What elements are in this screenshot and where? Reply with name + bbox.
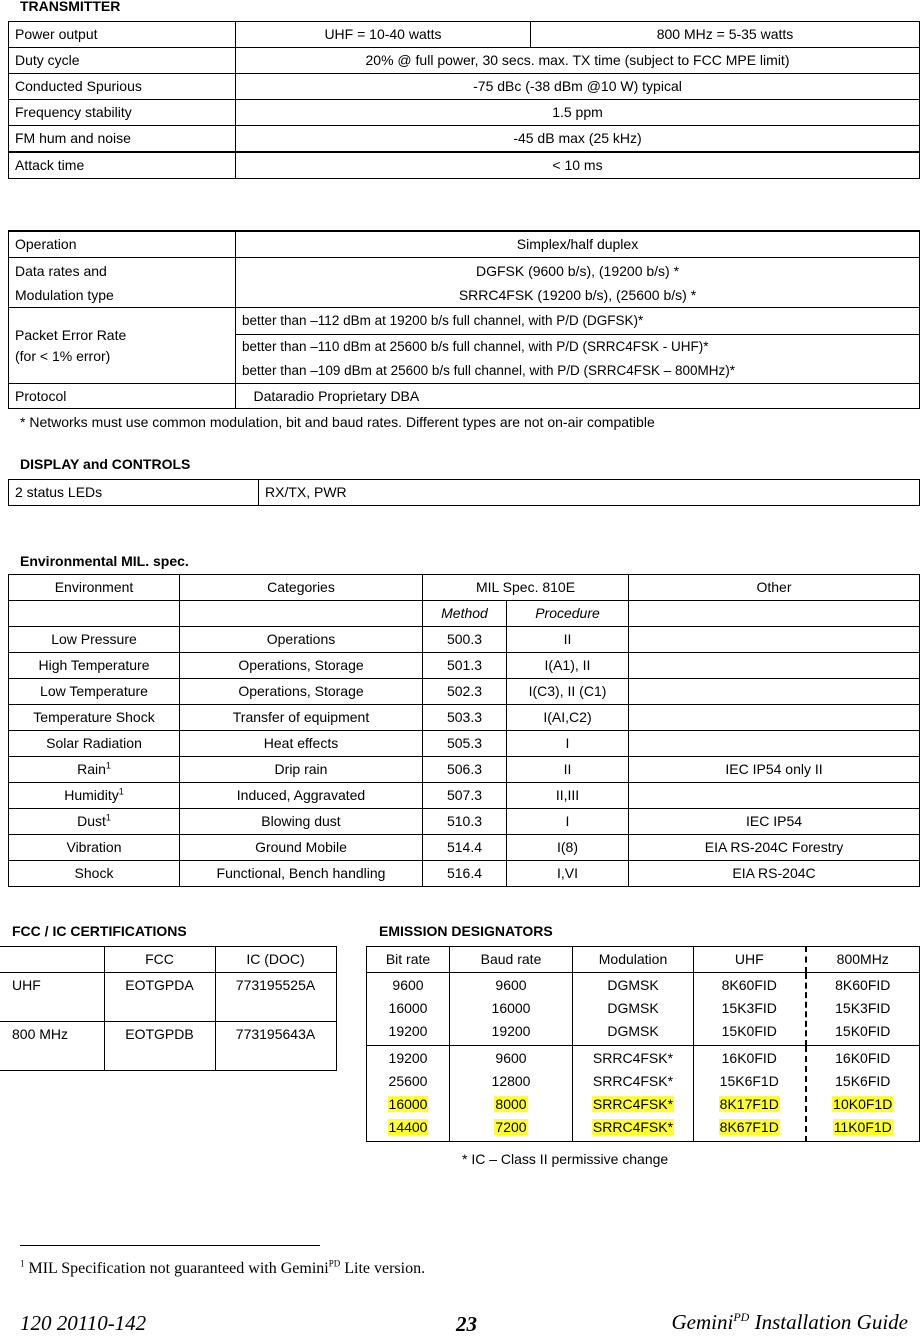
per-label-line2: (for < 1% error) [15, 347, 111, 364]
emi-baud-value: 8000 [495, 1096, 527, 1112]
display-table [8, 479, 920, 506]
emi-bit-cell [367, 1046, 450, 1142]
env-method-text: 503.3 [446, 709, 483, 725]
env-environment-text: Dust [77, 813, 106, 829]
stability-label: Frequency stability [9, 100, 236, 126]
power-output-label: Power output [9, 22, 236, 48]
table-row [9, 48, 920, 74]
env-other-text: IEC IP54 only II [725, 761, 823, 777]
emi-mod-value: SRRC4FSK* [592, 1119, 674, 1135]
spurious-label: Conducted Spurious [9, 74, 236, 100]
emission-heading: EMISSION DESIGNATORS [379, 923, 553, 939]
env-procedure [507, 653, 629, 679]
env-procedure [507, 757, 629, 783]
environmental-heading: Environmental MIL. spec. [20, 553, 189, 569]
env-method-text: 516.4 [446, 865, 483, 881]
mil-footnote [20, 1260, 425, 1278]
env-category-text: Transfer of equipment [232, 709, 370, 725]
env-procedure-text: I [565, 735, 570, 751]
env-procedure-text: I(A1), II [544, 657, 591, 673]
env-procedure [507, 809, 629, 835]
emi-mod-value: SRRC4FSK* [592, 1073, 674, 1089]
fcc-band-800: 800 MHz [0, 1022, 104, 1071]
emi-uhf-value: 15K6F1D [719, 1073, 779, 1089]
emi-mod-cell [573, 1046, 694, 1142]
footnote-text-a: MIL Specification not guaranteed with Gemini [28, 1260, 329, 1277]
operation-value: Simplex/half duplex [236, 231, 920, 258]
table-row [9, 705, 920, 731]
emi-mhz800-cell [806, 973, 920, 1046]
env-method-text: 510.3 [446, 813, 483, 829]
env-other [629, 653, 920, 679]
env-method [423, 653, 507, 679]
fcc-header-fcc: FCC [104, 947, 215, 973]
emi-header-uhf: UHF [694, 947, 806, 973]
emi-uhf-value: 8K60FID [721, 977, 777, 993]
emi-bit-value: 9600 [392, 977, 424, 993]
env-environment [9, 861, 180, 887]
fcc-header-ic: IC (DOC) [215, 947, 336, 973]
guide-title [672, 1310, 909, 1335]
env-category [180, 861, 423, 887]
table-row [9, 783, 920, 809]
stability-value: 1.5 ppm [236, 100, 920, 126]
emi-baud-value: 19200 [491, 1023, 531, 1039]
emi-header-mod: Modulation [573, 947, 694, 973]
emi-mod-value: DGMSK [607, 1023, 659, 1039]
table-row [367, 973, 920, 1046]
env-environment-text: Vibration [66, 839, 122, 855]
fcc-uhf-ic: 773195525A [215, 973, 336, 1022]
emi-uhf-value: 16K0FID [721, 1050, 777, 1066]
env-method-text: 502.3 [446, 683, 483, 699]
env-method-text: 500.3 [446, 631, 483, 647]
attack-time-label: Attack time [9, 152, 236, 179]
table-row [367, 1046, 920, 1142]
env-category-text: Ground Mobile [255, 839, 347, 855]
env-procedure-text: I [565, 813, 570, 829]
env-environment-text: Low Pressure [51, 631, 137, 647]
env-category [180, 679, 423, 705]
emi-mhz800-value: 16K0FID [835, 1050, 891, 1066]
env-category-text: Operations, Storage [238, 657, 364, 673]
table-row [9, 575, 920, 601]
emi-mod-value: SRRC4FSK* [592, 1096, 674, 1112]
env-environment-text: Low Temperature [40, 683, 148, 699]
env-procedure [507, 783, 629, 809]
env-method [423, 783, 507, 809]
env-environment [9, 783, 180, 809]
table-row [9, 22, 920, 48]
table-row [9, 601, 920, 627]
env-method-text: 501.3 [446, 657, 483, 673]
emi-baud-cell [450, 973, 573, 1046]
env-category [180, 783, 423, 809]
env-environment [9, 757, 180, 783]
table-row [0, 973, 336, 1022]
env-method [423, 627, 507, 653]
env-header-procedure: Procedure [507, 601, 629, 627]
env-other [629, 731, 920, 757]
env-category-text: Induced, Aggravated [236, 787, 366, 803]
env-method-text: 505.3 [446, 735, 483, 751]
display-heading: DISPLAY and CONTROLS [20, 456, 191, 472]
env-category-text: Heat effects [263, 735, 339, 751]
emi-baud-value: 16000 [491, 1000, 531, 1016]
status-leds-value: RX/TX, PWR [259, 480, 920, 506]
env-other [629, 835, 920, 861]
data-rates-value-line1: DGFSK (9600 b/s), (19200 b/s) * [475, 263, 680, 279]
emi-uhf-value: 8K17F1D [719, 1096, 779, 1112]
env-procedure [507, 627, 629, 653]
env-category [180, 705, 423, 731]
env-header-method: Method [423, 601, 507, 627]
transmitter-heading: TRANSMITTER [20, 0, 121, 14]
env-method-text: 507.3 [446, 787, 483, 803]
per-label [9, 308, 236, 384]
table-row [0, 1022, 336, 1071]
fcc-uhf-fcc: EOTGPDA [104, 973, 215, 1022]
guide-title-sup: PD [733, 1310, 750, 1324]
env-environment [9, 835, 180, 861]
table-row [9, 308, 920, 335]
doc-number: 120 20110-142 [20, 1311, 147, 1335]
env-procedure-text: II,III [555, 787, 580, 803]
footnote-text-b: Lite version. [340, 1260, 426, 1277]
emi-uhf-value: 8K67F1D [719, 1119, 779, 1135]
table-row [9, 231, 920, 258]
emi-mhz800-value: 15K3FID [835, 1000, 891, 1016]
fcc-heading: FCC / IC CERTIFICATIONS [12, 923, 187, 939]
fcc-800-fcc: EOTGPDB [104, 1022, 215, 1071]
hum-noise-value: -45 dB max (25 kHz) [236, 126, 920, 153]
env-environment [9, 679, 180, 705]
env-footnote-ref: 1 [105, 760, 111, 771]
env-procedure-text: II [563, 631, 572, 647]
emission-note: * IC – Class II permissive change [462, 1151, 669, 1167]
env-footnote-ref: 1 [105, 812, 111, 823]
data-rates-label-line2: Modulation type [15, 287, 114, 303]
env-method-text: 514.4 [446, 839, 483, 855]
footnote-number: 1 [20, 1258, 25, 1269]
per-value-dgfsk: better than –112 dBm at 19200 b/s full channel, with P/D (DGFSK)* [236, 308, 920, 335]
hum-noise-label: FM hum and noise [9, 126, 236, 153]
env-procedure [507, 705, 629, 731]
fcc-band-uhf: UHF [0, 973, 104, 1022]
env-other-text: EIA RS-204C Forestry [704, 839, 844, 855]
table-row [9, 384, 920, 409]
table-row [9, 731, 920, 757]
env-environment [9, 627, 180, 653]
env-method [423, 757, 507, 783]
protocol-value: Dataradio Proprietary DBA [248, 384, 920, 409]
env-category [180, 809, 423, 835]
env-method [423, 835, 507, 861]
emi-uhf-value: 15K3FID [721, 1000, 777, 1016]
per-value-800: better than –109 dBm at 25600 b/s full channel, with P/D (SRRC4FSK – 800MHz)* [242, 363, 736, 378]
env-category-text: Operations, Storage [238, 683, 364, 699]
data-rates-label [9, 258, 236, 308]
env-category [180, 653, 423, 679]
emi-header-baud: Baud rate [450, 947, 573, 973]
emi-bit-value: 16000 [388, 1000, 428, 1016]
env-method [423, 731, 507, 757]
emi-mhz800-cell [806, 1046, 920, 1142]
emi-bit-value: 14400 [388, 1119, 428, 1135]
env-method [423, 705, 507, 731]
table-row [9, 861, 920, 887]
env-method-text: 506.3 [446, 761, 483, 777]
table-row [367, 947, 920, 973]
env-procedure [507, 679, 629, 705]
env-method [423, 809, 507, 835]
table-row [9, 152, 920, 179]
env-footnote-ref: 1 [118, 786, 124, 797]
data-rates-value [236, 258, 920, 308]
table-row [9, 653, 920, 679]
env-other-text: EIA RS-204C [732, 865, 816, 881]
guide-title-b: Installation Guide [749, 1310, 908, 1334]
env-procedure-text: I,VI [556, 865, 578, 881]
table-row [9, 679, 920, 705]
emi-uhf-cell [694, 1046, 806, 1142]
table-row [9, 809, 920, 835]
env-category-text: Operations [266, 631, 336, 647]
env-procedure-text: II [563, 761, 572, 777]
env-other [629, 861, 920, 887]
env-subheader-empty [9, 601, 180, 627]
env-method [423, 861, 507, 887]
footnote-sup: PD [328, 1258, 341, 1269]
env-procedure [507, 835, 629, 861]
table-row [9, 835, 920, 861]
emi-bit-value: 25600 [388, 1073, 428, 1089]
table-row [9, 126, 920, 153]
env-procedure [507, 861, 629, 887]
power-output-uhf: UHF = 10-40 watts [236, 22, 531, 48]
per-label-line1: Packet Error Rate [15, 326, 127, 343]
protocol-label: Protocol [9, 384, 236, 409]
env-method [423, 679, 507, 705]
fcc-800-ic: 773195643A [215, 1022, 336, 1071]
table-row [0, 947, 336, 973]
table-row [9, 757, 920, 783]
env-subheader-empty [180, 601, 423, 627]
data-rates-label-line1: Data rates and [15, 263, 107, 279]
emi-baud-value: 12800 [491, 1073, 531, 1089]
env-environment [9, 731, 180, 757]
env-category [180, 731, 423, 757]
env-environment-text: Solar Radiation [46, 735, 142, 751]
env-category [180, 627, 423, 653]
emi-mod-value: DGMSK [607, 1000, 659, 1016]
fcc-table [0, 946, 337, 1071]
table-row [9, 480, 920, 506]
table-row [9, 74, 920, 100]
env-environment-text: Temperature Shock [33, 709, 155, 725]
per-value-srrc [236, 335, 920, 384]
env-category-text: Functional, Bench handling [216, 865, 386, 881]
emi-bit-cell [367, 973, 450, 1046]
env-header-mil: MIL Spec. 810E [423, 575, 629, 601]
duty-cycle-value: 20% @ full power, 30 secs. max. TX time (subject to FCC MPE limit) [236, 48, 920, 74]
env-procedure-text: I(C3), II (C1) [528, 683, 607, 699]
env-other [629, 783, 920, 809]
env-category [180, 757, 423, 783]
env-subheader-empty [629, 601, 920, 627]
emi-uhf-value: 15K0FID [721, 1023, 777, 1039]
emi-baud-value: 7200 [495, 1119, 527, 1135]
env-procedure-text: I(8) [557, 839, 578, 855]
guide-title-a: Gemini [671, 1310, 734, 1334]
env-environment-text: Rain [77, 761, 106, 777]
env-environment-text: Shock [74, 865, 114, 881]
operation-table [8, 230, 920, 409]
emi-uhf-cell [694, 973, 806, 1046]
emi-mod-value: SRRC4FSK* [592, 1050, 674, 1066]
env-header-other: Other [629, 575, 920, 601]
env-procedure-text: I(AI,C2) [543, 709, 592, 725]
env-other [629, 705, 920, 731]
emi-baud-value: 9600 [495, 1050, 527, 1066]
emi-bit-value: 19200 [388, 1023, 428, 1039]
table-row [9, 627, 920, 653]
env-other [629, 757, 920, 783]
page-number: 23 [456, 1312, 477, 1336]
emi-mhz800-value: 8K60FID [835, 977, 891, 993]
emi-mhz800-value: 10K0F1D [833, 1096, 893, 1112]
table-row [9, 258, 920, 308]
env-header-environment: Environment [9, 575, 180, 601]
emi-baud-cell [450, 1046, 573, 1142]
env-environment [9, 705, 180, 731]
fcc-header-empty [0, 947, 104, 973]
protocol-spacer [236, 384, 248, 409]
env-environment [9, 809, 180, 835]
emi-mod-value: DGMSK [607, 977, 659, 993]
env-environment-text: Humidity [64, 787, 119, 803]
env-other [629, 627, 920, 653]
attack-time-value: < 10 ms [236, 152, 920, 179]
emi-bit-value: 19200 [388, 1050, 428, 1066]
emi-mhz800-value: 15K0FID [835, 1023, 891, 1039]
env-category [180, 835, 423, 861]
emission-table [366, 946, 920, 1142]
env-category-text: Blowing dust [261, 813, 341, 829]
emi-mhz800-value: 11K0F1D [833, 1119, 892, 1135]
power-output-800: 800 MHz = 5-35 watts [531, 22, 920, 48]
operation-label: Operation [9, 231, 236, 258]
env-category-text: Drip rain [274, 761, 328, 777]
per-value-uhf: better than –110 dBm at 25600 b/s full channel, with P/D (SRRC4FSK - UHF)* [242, 339, 709, 354]
env-environment-text: High Temperature [38, 657, 150, 673]
env-header-categories: Categories [180, 575, 423, 601]
spurious-value: -75 dBc (-38 dBm @10 W) typical [236, 74, 920, 100]
data-rates-value-line2: SRRC4FSK (19200 b/s), (25600 b/s) * [458, 287, 697, 303]
footnote-rule [20, 1245, 320, 1246]
transmitter-table [8, 21, 920, 179]
status-leds-label: 2 status LEDs [9, 480, 259, 506]
env-procedure [507, 731, 629, 757]
emi-header-800: 800MHz [806, 947, 920, 973]
duty-cycle-label: Duty cycle [9, 48, 236, 74]
env-environment [9, 653, 180, 679]
emi-mod-cell [573, 973, 694, 1046]
emi-baud-value: 9600 [495, 977, 527, 993]
emi-bit-value: 16000 [388, 1096, 428, 1112]
env-other [629, 809, 920, 835]
table-row [9, 100, 920, 126]
networks-footnote: * Networks must use common modulation, bit and baud rates. Different types are not on-air compatible [20, 414, 655, 430]
emi-header-bit: Bit rate [367, 947, 450, 973]
environmental-table [8, 574, 920, 887]
env-other [629, 679, 920, 705]
emi-mhz800-value: 15K6FID [835, 1073, 891, 1089]
env-other-text: IEC IP54 [745, 813, 803, 829]
